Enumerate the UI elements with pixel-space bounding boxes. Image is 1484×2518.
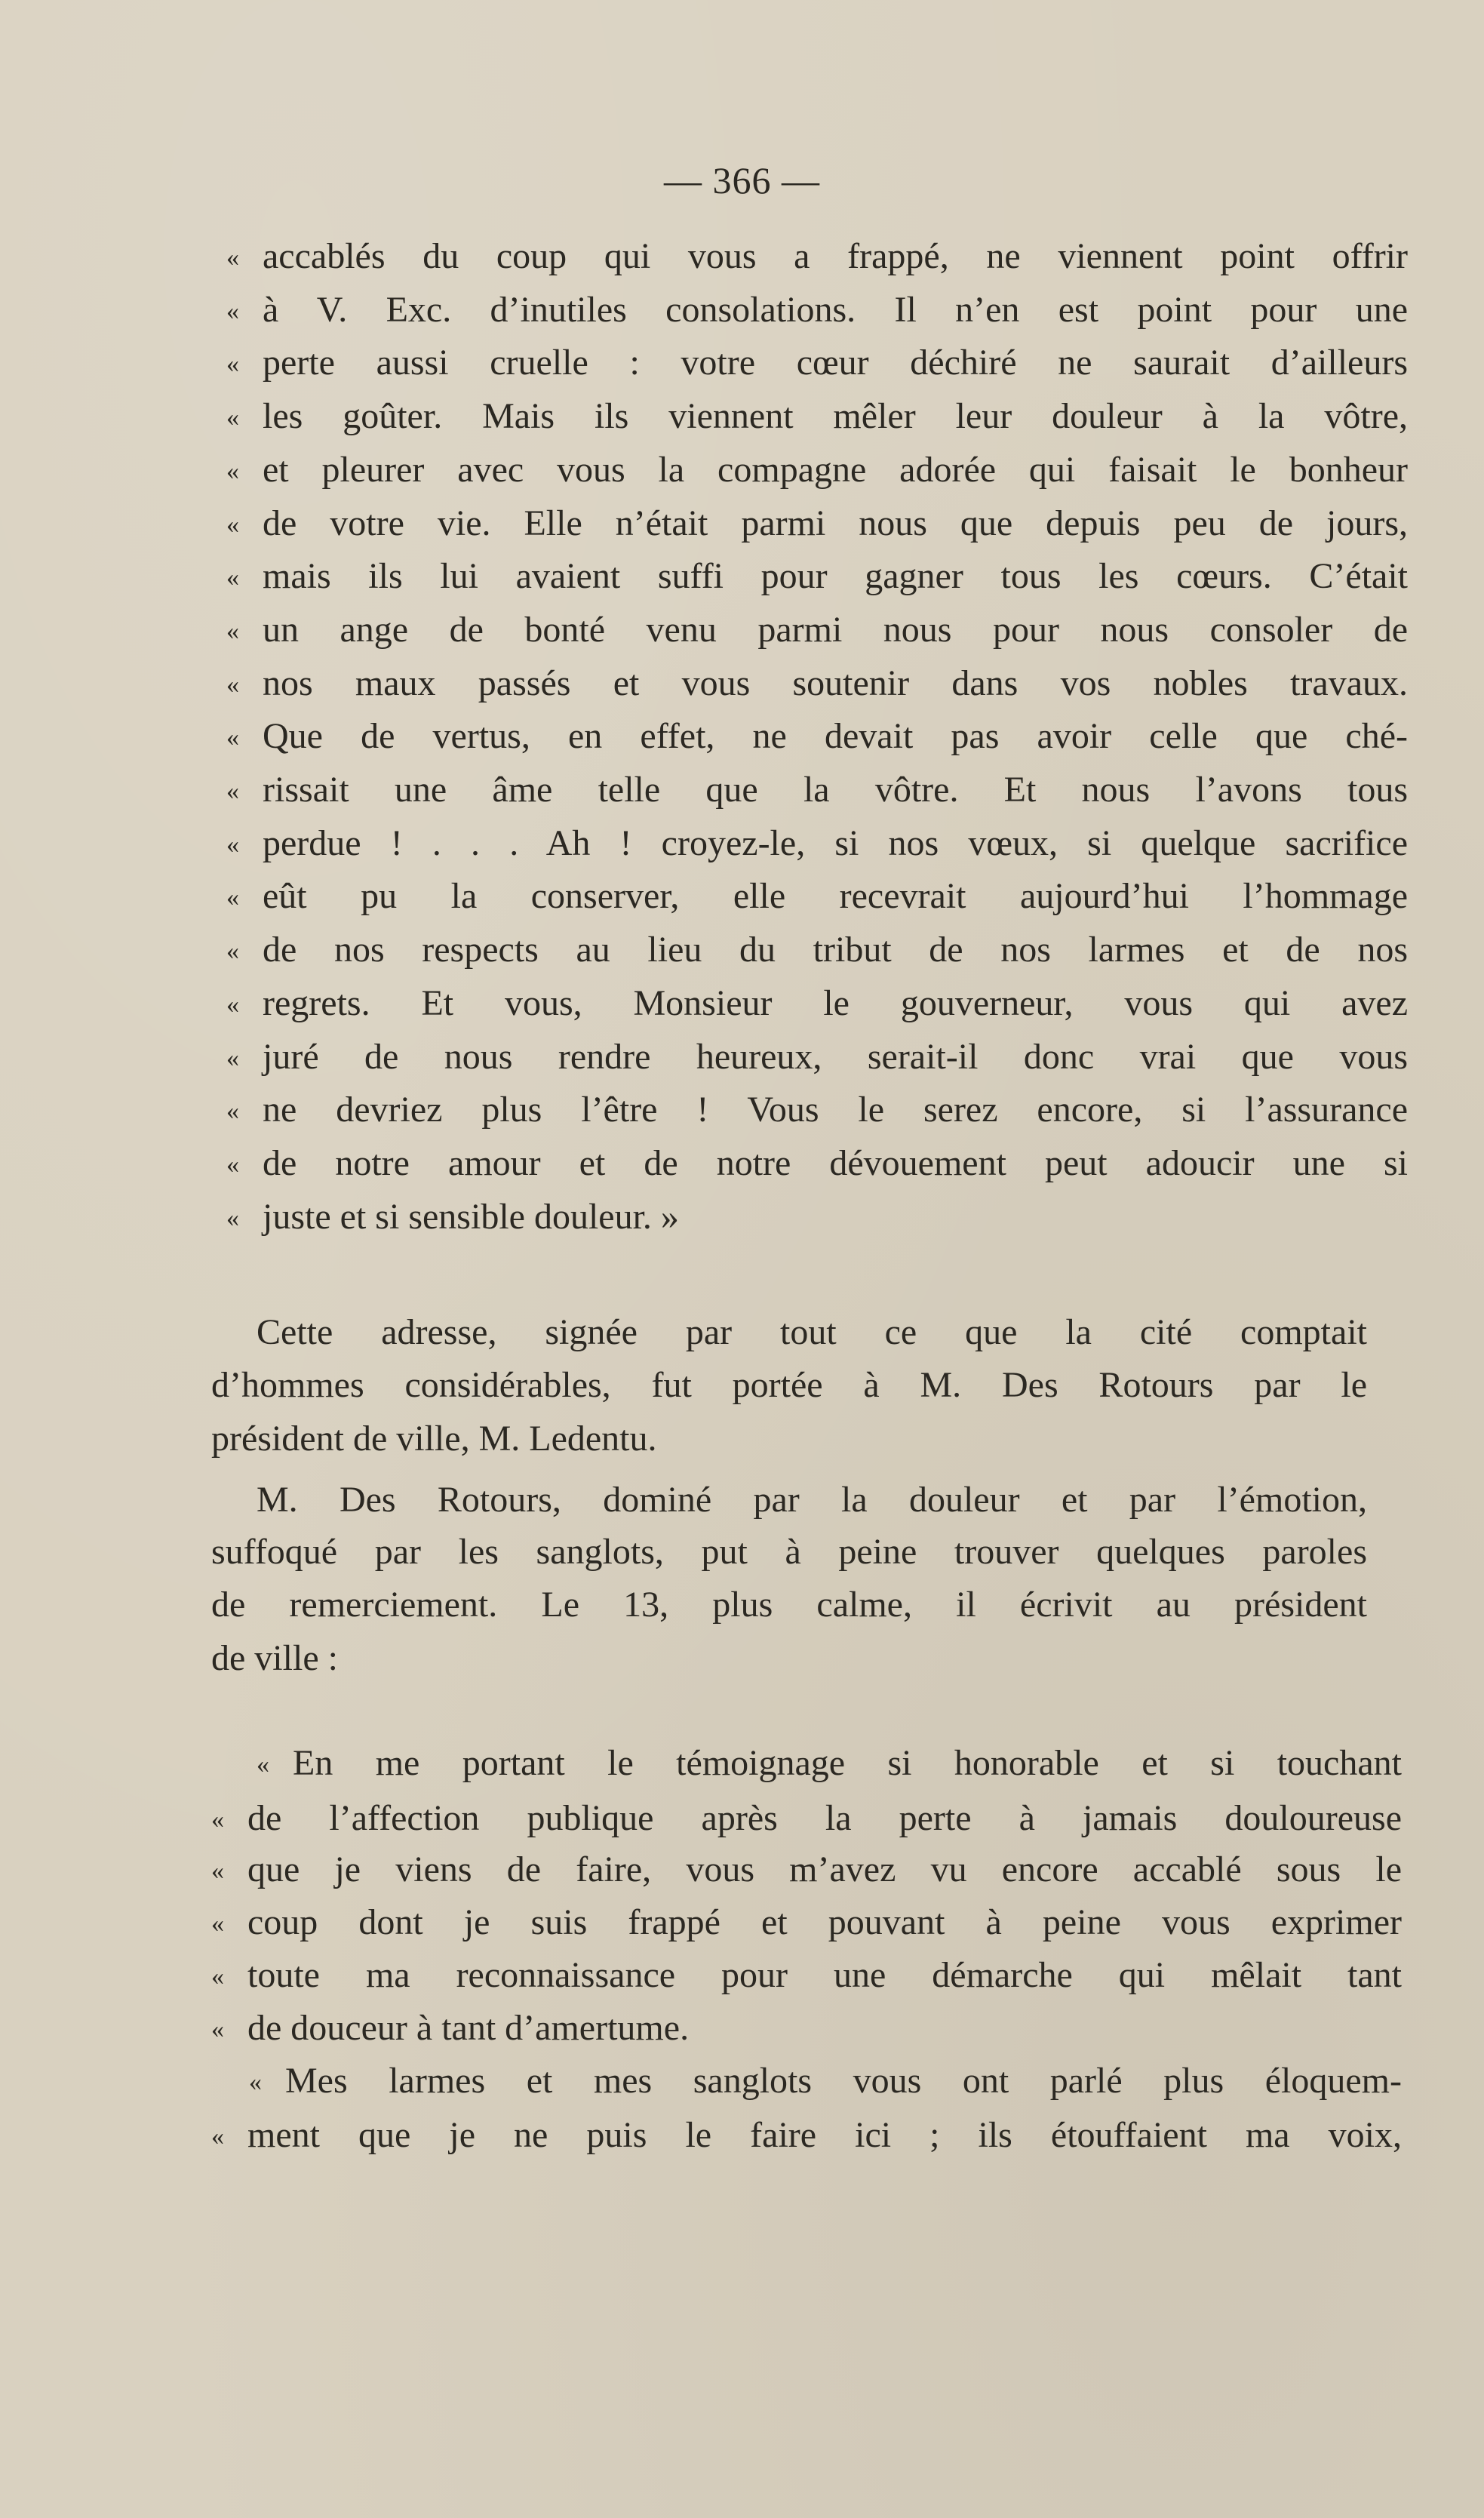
line-text: un ange de bonté venu parmi nous pour nous consoler de: [263, 609, 1408, 650]
guillemet-mark: «: [226, 937, 239, 966]
quoted-text-line: [226, 874, 1408, 921]
text-line: de remerciement. Le 13, plus calme, il écrivit au président: [211, 1585, 1367, 1625]
line-text: toute ma reconnaissance pour une démarche qui mêlait tant: [247, 1955, 1402, 1995]
quoted-text-line: [226, 287, 1408, 334]
line-text: que je viens de faire, vous m’avez vu encore accablé sous le: [247, 1849, 1402, 1889]
line-text: de votre vie. Elle n’était parmi nous que depuis peu de jours,: [263, 503, 1408, 543]
line-text: En me portant le témoignage si honorable et si touchant: [293, 1743, 1402, 1783]
quoted-text-line: [226, 501, 1408, 548]
line-text: perdue ! . . . Ah ! croyez-le, si nos vœux, si quelque sacrifice: [263, 822, 1408, 863]
line-text: nos maux passés et vous soutenir dans vos nobles travaux.: [263, 663, 1408, 703]
line-text: rissait une âme telle que la vôtre. Et nous l’avons tous: [263, 770, 1408, 810]
guillemet-mark: «: [226, 350, 239, 379]
quoted-text-line: [226, 927, 1408, 974]
line-text: Mes larmes et mes sanglots vous ont parlé plus éloquem-: [285, 2061, 1402, 2101]
guillemet-mark: «: [226, 830, 239, 859]
guillemet-mark: «: [211, 2123, 224, 2151]
quoted-text-line: [226, 554, 1408, 601]
page-number: — 366 —: [664, 159, 820, 201]
quoted-text-line: [226, 607, 1408, 654]
guillemet-mark: «: [226, 1204, 239, 1232]
guillemet-mark: «: [211, 1857, 224, 1885]
line-text: mais ils lui avaient suffi pour gagner tous les cœurs. C’était: [263, 556, 1408, 597]
quoted-text-line: [211, 1900, 1402, 1947]
guillemet-mark: «: [211, 1910, 224, 1938]
guillemet-mark: «: [226, 404, 239, 432]
guillemet-mark: «: [226, 616, 239, 645]
text-line: de ville :: [211, 1638, 338, 1678]
quoted-text-line: [211, 2113, 1402, 2160]
quoted-text-line: [226, 981, 1408, 1028]
line-text: ne devriez plus l’être ! Vous le serez encore, si l’assurance: [263, 1090, 1408, 1130]
line-text: ment que je ne puis le faire ici ; ils étouffaient ma voix,: [247, 2115, 1402, 2155]
quoted-text-line: [226, 234, 1408, 281]
line-text: eût pu la conserver, elle recevrait aujourd’hui l’hommage: [263, 876, 1408, 917]
quoted-text-line: [226, 340, 1408, 387]
quoted-text-line: [226, 767, 1408, 814]
line-text: à V. Exc. d’inutiles consolations. Il n’en est point pour une: [263, 289, 1408, 330]
guillemet-mark: «: [226, 244, 239, 272]
guillemet-mark: «: [226, 297, 239, 325]
line-text: les goûter. Mais ils viennent mêler leur douleur à la vôtre,: [263, 396, 1408, 437]
line-text: coup dont je suis frappé et pouvant à peine vous exprimer: [247, 1902, 1402, 1942]
line-text: de douceur à tant d’amertume.: [247, 2008, 690, 2048]
guillemet-mark: «: [249, 2068, 262, 2096]
text-line: d’hommes considérables, fut portée à M. Des Rotours par le: [211, 1365, 1367, 1405]
guillemet-mark: «: [211, 1806, 224, 1834]
quoted-text-line: [226, 714, 1408, 761]
guillemet-mark: «: [226, 670, 239, 699]
guillemet-mark: «: [226, 990, 239, 1019]
guillemet-mark: «: [226, 1150, 239, 1179]
guillemet-mark: «: [211, 1963, 224, 1991]
quoted-text-line: [211, 1847, 1402, 1894]
guillemet-mark: «: [226, 724, 239, 752]
guillemet-mark: «: [226, 457, 239, 485]
quoted-text-line: [249, 2058, 1402, 2105]
quoted-text-line: [226, 447, 1408, 494]
line-text: accablés du coup qui vous a frappé, ne viennent point offrir: [263, 236, 1408, 276]
line-text: juré de nous rendre heureux, serait-il donc vrai que vous: [263, 1036, 1408, 1077]
quoted-text-line: [226, 394, 1408, 441]
line-text: juste et si sensible douleur. »: [263, 1196, 679, 1237]
line-text: de notre amour et de notre dévouement peut adoucir une si: [263, 1142, 1408, 1183]
guillemet-mark: «: [226, 884, 239, 912]
guillemet-mark: «: [257, 1751, 269, 1779]
line-text: et pleurer avec vous la compagne adorée qui faisait le bonheur: [263, 449, 1408, 490]
guillemet-mark: «: [226, 1097, 239, 1126]
text-line: suffoqué par les sanglots, put à peine trouver quelques paroles: [211, 1532, 1367, 1572]
guillemet-mark: «: [226, 1044, 239, 1072]
guillemet-mark: «: [226, 564, 239, 592]
quoted-text-line: [257, 1741, 1402, 1788]
guillemet-mark: «: [226, 510, 239, 539]
quoted-text-line: [226, 661, 1408, 708]
text-line: président de ville, M. Ledentu.: [211, 1419, 657, 1459]
line-text: de nos respects au lieu du tribut de nos larmes et de nos: [263, 930, 1408, 970]
line-text: perte aussi cruelle : votre cœur déchiré ne saurait d’ailleurs: [263, 343, 1408, 383]
line-text: de l’affection publique après la perte à jamais douloureuse: [247, 1798, 1402, 1838]
guillemet-mark: «: [226, 777, 239, 805]
text-line: M. Des Rotours, dominé par la douleur et par l’émotion,: [257, 1480, 1367, 1520]
quoted-text-line: [211, 1953, 1402, 2000]
quoted-text-line: [211, 1796, 1402, 1843]
quoted-text-line: [226, 1035, 1408, 1081]
quoted-text-line: [226, 1087, 1408, 1134]
quoted-text-line: [211, 2006, 689, 2052]
quoted-text-line: [226, 1141, 1408, 1188]
line-text: Que de vertus, en effet, ne devait pas avoir celle que ché-: [263, 716, 1408, 757]
line-text: regrets. Et vous, Monsieur le gouverneur, vous qui avez: [263, 982, 1408, 1023]
guillemet-mark: «: [211, 2015, 224, 2043]
quoted-text-line: [226, 821, 1408, 868]
quoted-text-line: [226, 1194, 679, 1241]
text-line: Cette adresse, signée par tout ce que la cité comptait: [257, 1312, 1367, 1352]
